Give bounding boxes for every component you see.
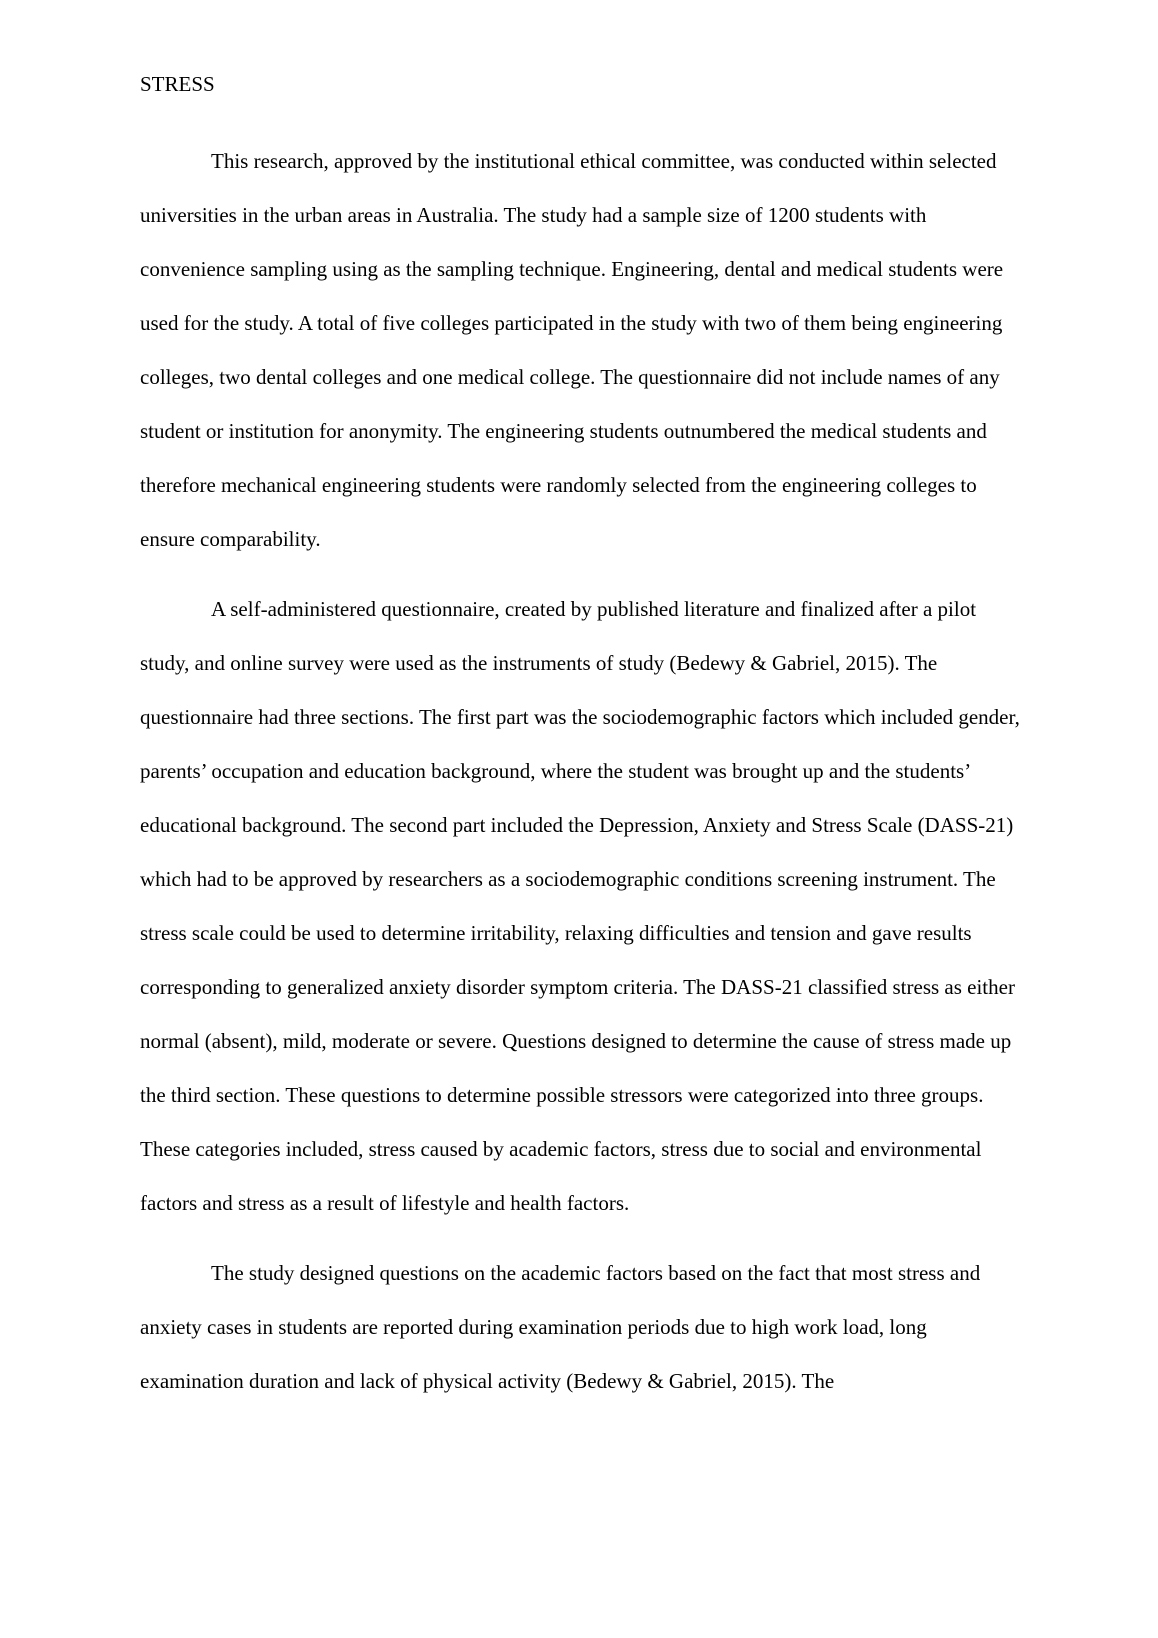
paragraph-questionnaire: A self-administered questionnaire, created by published literature and finalized after a pilot study, and online survey were used as the instruments of study (Bedewy & Gabriel, 2015). The questionnaire had three sections. The first part was the sociodemographic factors which included gender, parents’ occupation and education background, where the student was brought up and the students’ educational background. The second part included the Depression, Anxiety and Stress Scale (DASS-21) which had to be approved by researchers as a sociodemographic conditions screening instrument. The stress scale could be used to determine irritability, relaxing difficulties and tension and gave results corresponding to generalized anxiety disorder symptom criteria. The DASS-21 classified stress as either normal (absent), mild, moderate or severe. Questions designed to determine the cause of stress made up the third section. These questions to determine possible stressors were categorized into three groups. These categories included, stress caused by academic factors, stress due to social and environmental factors and stress as a result of lifestyle and health factors. [140,597,1020,1215]
paragraph-academic-factors: The study designed questions on the academic factors based on the fact that most stress and anxiety cases in students are reported during examination periods due to high work load, long examination duration and lack of physical activity (Bedewy & Gabriel, 2015). The [140,1261,981,1393]
paragraph-study-setting: This research, approved by the institutional ethical committee, was conducted within selected universities in the urban areas in Australia. The study had a sample size of 1200 students with convenience sampling using as the sampling technique. Engineering, dental and medical students were used for the study. A total of five colleges participated in the study with two of them being engineering colleges, two dental colleges and one medical college. The questionnaire did not include names of any student or institution for anonymity. The engineering students outnumbered the medical students and therefore mechanical engineering students were randomly selected from the engineering colleges to ensure comparability. [140,149,1004,551]
running-head: STRESS [140,72,215,96]
document-body [140,134,1020,1424]
